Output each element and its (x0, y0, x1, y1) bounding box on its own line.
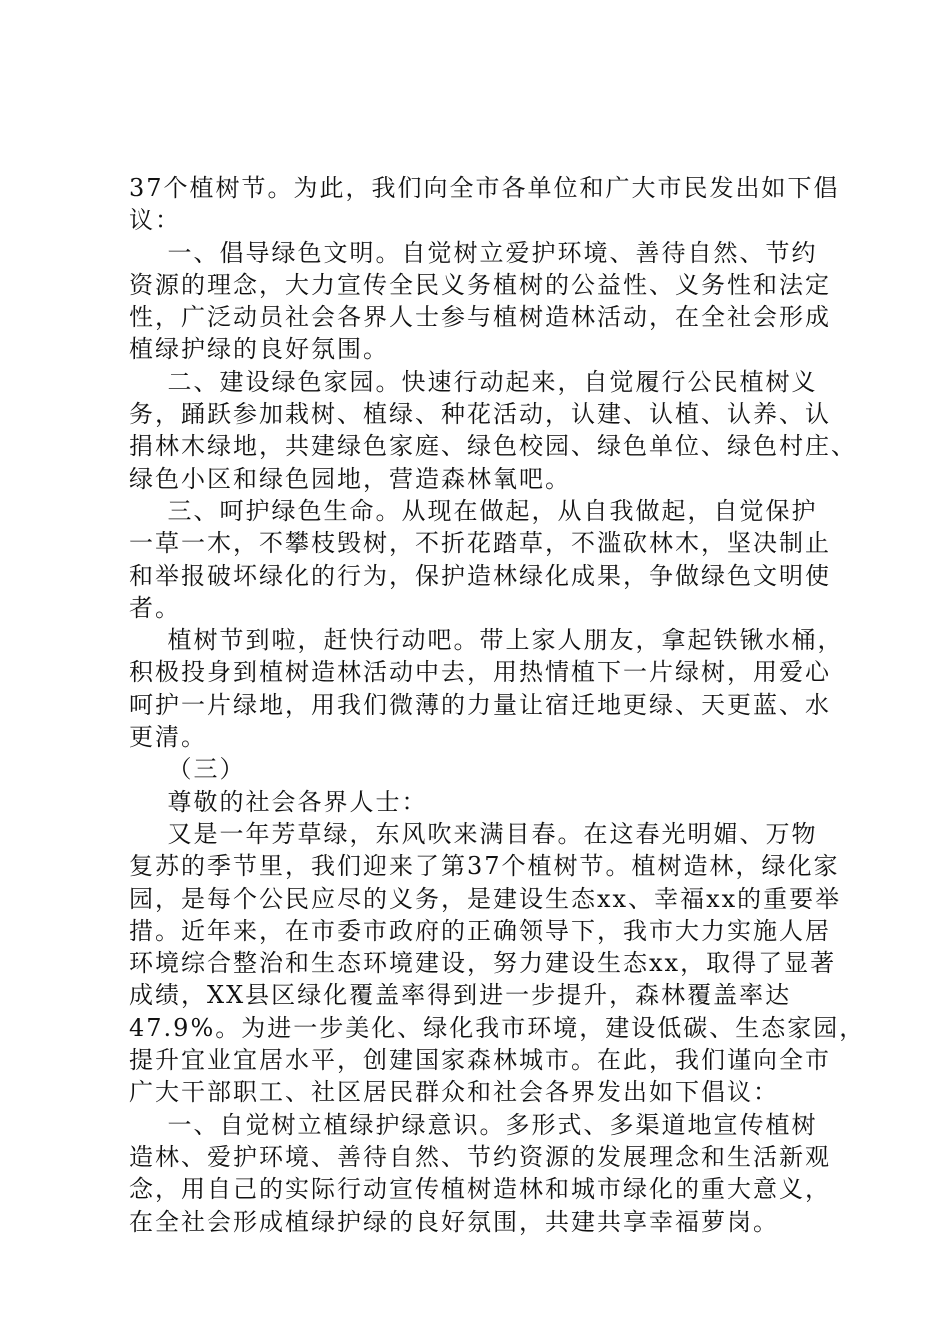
text-line: 一草一木，不攀枝毁树，不折花踏草，不滥砍林木，坚决制止 (129, 529, 831, 558)
salutation: 尊敬的社会各界人士： (129, 787, 428, 816)
text-line: 二、建设绿色家园。快速行动起来，自觉履行公民植树义 (129, 367, 818, 396)
text-line: 园，是每个公民应尽的义务，是建设生态xx、幸福xx的重要举 (129, 884, 842, 913)
text-line: 37个植树节。为此，我们向全市各单位和广大市民发出如下倡 (129, 174, 840, 202)
text-line: 复苏的季节里，我们迎来了第37个植树节。植树造林，绿化家 (129, 852, 840, 881)
text-line: 一、自觉树立植绿护绿意识。多形式、多渠道地宣传植树 (129, 1110, 818, 1139)
text-line: 广大干部职工、社区居民群众和社会各界发出如下倡议： (129, 1078, 779, 1107)
text-line: 念，用自己的实际行动宣传植树造林和城市绿化的重大意义， (129, 1175, 831, 1204)
text-line: 造林、爱护环境、善待自然、节约资源的发展理念和生活新观 (129, 1142, 831, 1171)
text-line: 和举报破坏绿化的行为，保护造林绿化成果，争做绿色文明使 (129, 561, 831, 590)
text-line: 更清。 (129, 723, 207, 752)
text-line: 47.9%。为进一步美化、绿化我市环境，建设低碳、生态家园， (129, 1013, 866, 1042)
text-line: 捐林木绿地，共建绿色家庭、绿色校园、绿色单位、绿色村庄、 (129, 432, 857, 461)
text-line: 务，踊跃参加栽树、植绿、种花活动，认建、认植、认养、认 (129, 400, 831, 429)
text-line: 环境综合整治和生态环境建设，努力建设生态xx，取得了显著 (129, 949, 837, 978)
text-line: 积极投身到植树造林活动中去，用热情植下一片绿树，用爱心 (129, 658, 831, 687)
document-body (129, 172, 866, 1238)
text-line: 成绩，XX县区绿化覆盖率得到进一步提升，森林覆盖率达 (129, 981, 792, 1010)
text-line: 资源的理念，大力宣传全民义务植树的公益性、义务性和法定 (129, 270, 831, 299)
text-line: 绿色小区和绿色园地，营造森林氧吧。 (129, 464, 571, 493)
text-line: 议： (129, 206, 181, 235)
text-line: 呵护一片绿地，用我们微薄的力量让宿迁地更绿、天更蓝、水 (129, 690, 831, 719)
section-heading: （三） (129, 755, 246, 784)
text-line: 措。近年来，在市委市政府的正确领导下，我市大力实施人居 (129, 916, 831, 945)
text-line: 在全社会形成植绿护绿的良好氛围，共建共享幸福萝岗。 (129, 1207, 779, 1236)
text-line: 三、呵护绿色生命。从现在做起，从自我做起，自觉保护 (129, 496, 818, 525)
text-line: 又是一年芳草绿，东风吹来满目春。在这春光明媚、万物 (129, 819, 818, 848)
text-line: 植树节到啦，赶快行动吧。带上家人朋友，拿起铁锹水桶， (129, 626, 844, 655)
text-line: 者。 (129, 593, 181, 622)
text-line: 植绿护绿的良好氛围。 (129, 335, 389, 364)
text-line: 性，广泛动员社会各界人士参与植树造林活动，在全社会形成 (129, 303, 831, 332)
text-line: 一、倡导绿色文明。自觉树立爱护环境、善待自然、节约 (129, 238, 818, 267)
text-line: 提升宜业宜居水平，创建国家森林城市。在此，我们谨向全市 (129, 1046, 831, 1075)
